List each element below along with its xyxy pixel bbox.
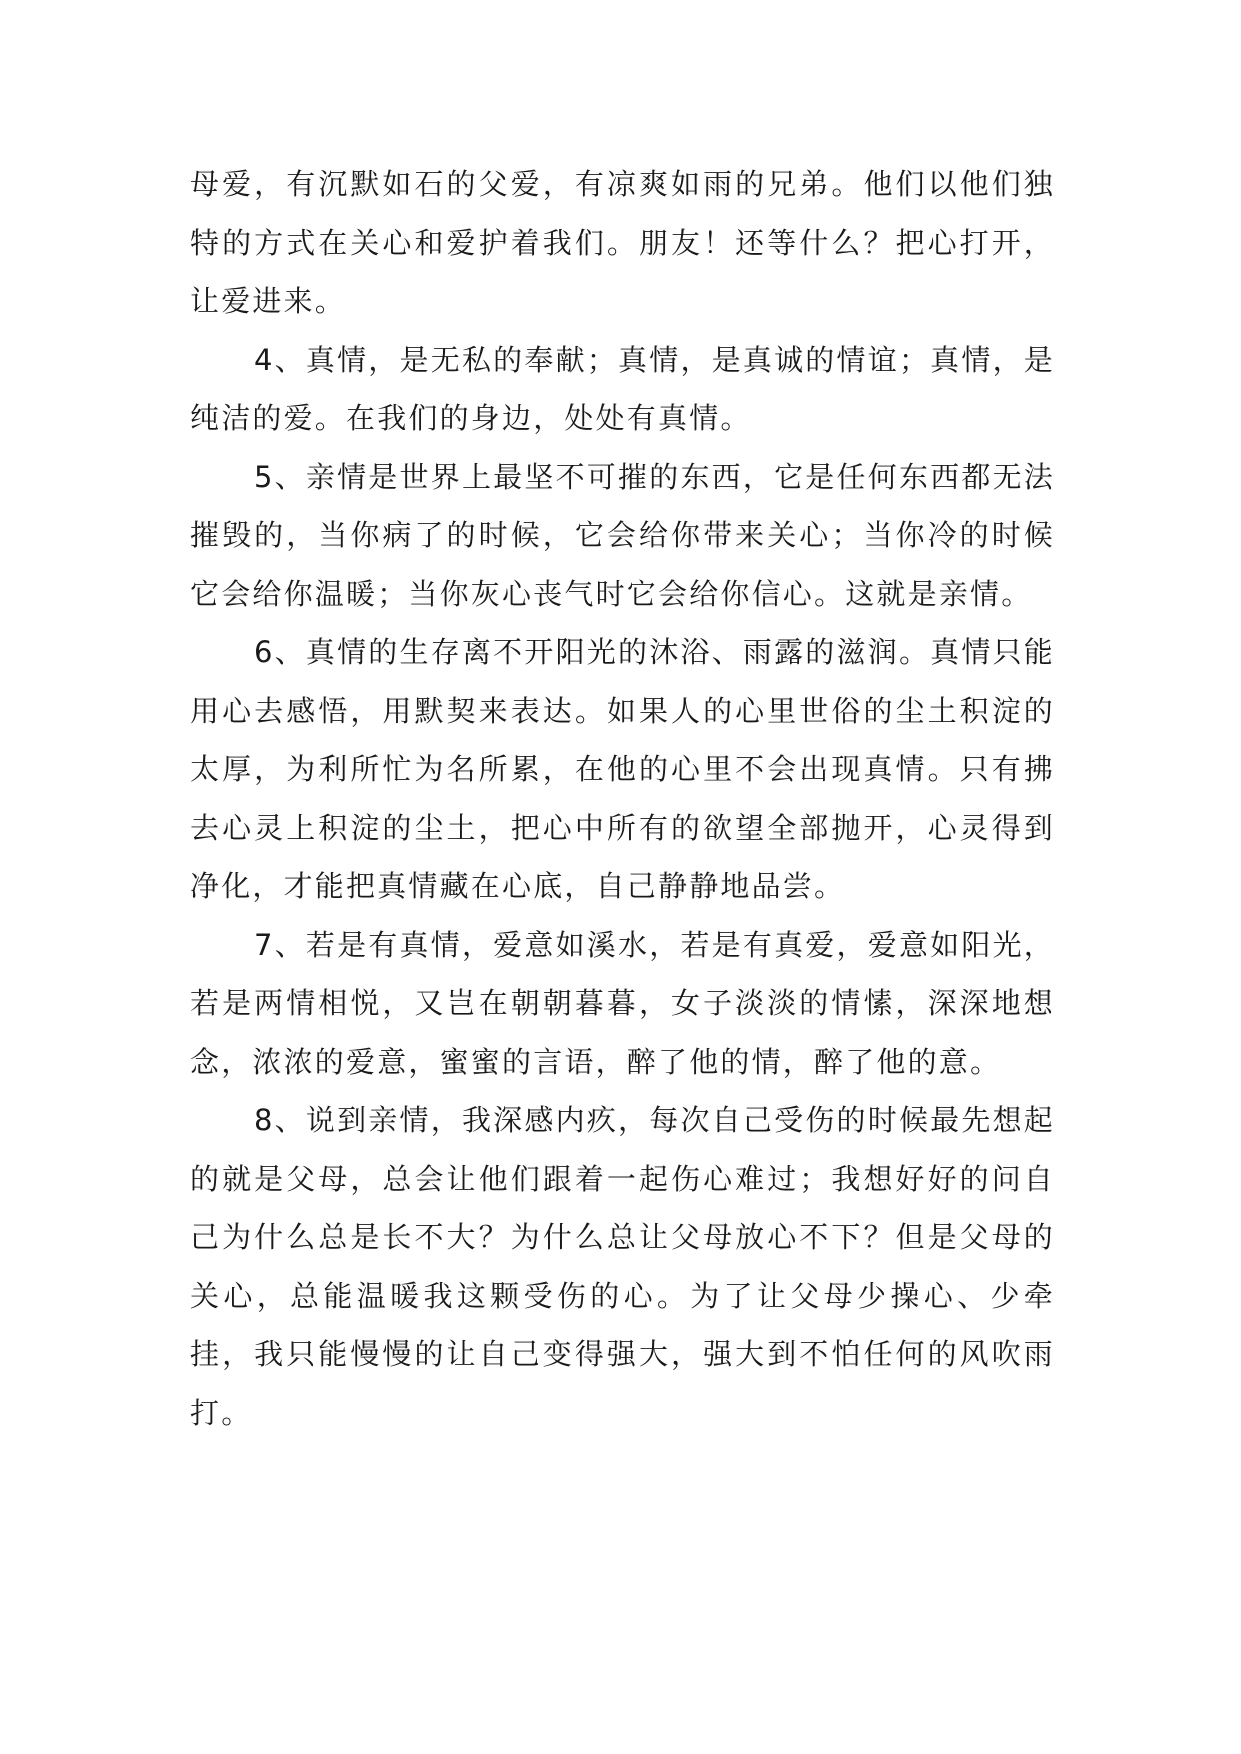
paragraph-5: 5、亲情是世界上最坚不可摧的东西，它是任何东西都无法摧毁的，当你病了的时候，它会给你带来关心；当你冷的时候它会给你温暖；当你灰心丧气时它会给你信心。这就是亲情。 xyxy=(190,459,1055,611)
document-body xyxy=(190,155,1055,1442)
paragraph-4: 4、真情，是无私的奉献；真情，是真诚的情谊；真情，是纯洁的爱。在我们的身边，处处有真情。 xyxy=(190,342,1055,435)
paragraph-6: 6、真情的生存离不开阳光的沐浴、雨露的滋润。真情只能用心去感悟，用默契来表达。如果人的心里世俗的尘土积淀的太厚，为利所忙为名所累，在他的心里不会出现真情。只有拂去心灵上积淀的尘土，把心中所有的欲望全部抛开，心灵得到净化，才能把真情藏在心底，自己静静地品尝。 xyxy=(190,635,1055,903)
paragraph-continuation: 母爱，有沉默如石的父爱，有凉爽如雨的兄弟。他们以他们独特的方式在关心和爱护着我们。朋友！还等什么？把心打开，让爱进来。 xyxy=(190,167,1055,318)
paragraph-8: 8、说到亲情，我深感内疚，每次自己受伤的时候最先想起的就是父母，总会让他们跟着一起伤心难过；我想好好的问自己为什么总是长不大？为什么总让父母放心不下？但是父母的关心，总能温暖我这颗受伤的心。为了让父母少操心、少牵挂，我只能慢慢的让自己变得强大，强大到不怕任何的风吹雨打。 xyxy=(190,1103,1055,1430)
paragraph-7: 7、若是有真情，爱意如溪水，若是有真爱，爱意如阳光，若是两情相悦，又岂在朝朝暮暮，女子淡淡的情愫，深深地想念，浓浓的爱意，蜜蜜的言语，醉了他的情，醉了他的意。 xyxy=(190,927,1055,1079)
